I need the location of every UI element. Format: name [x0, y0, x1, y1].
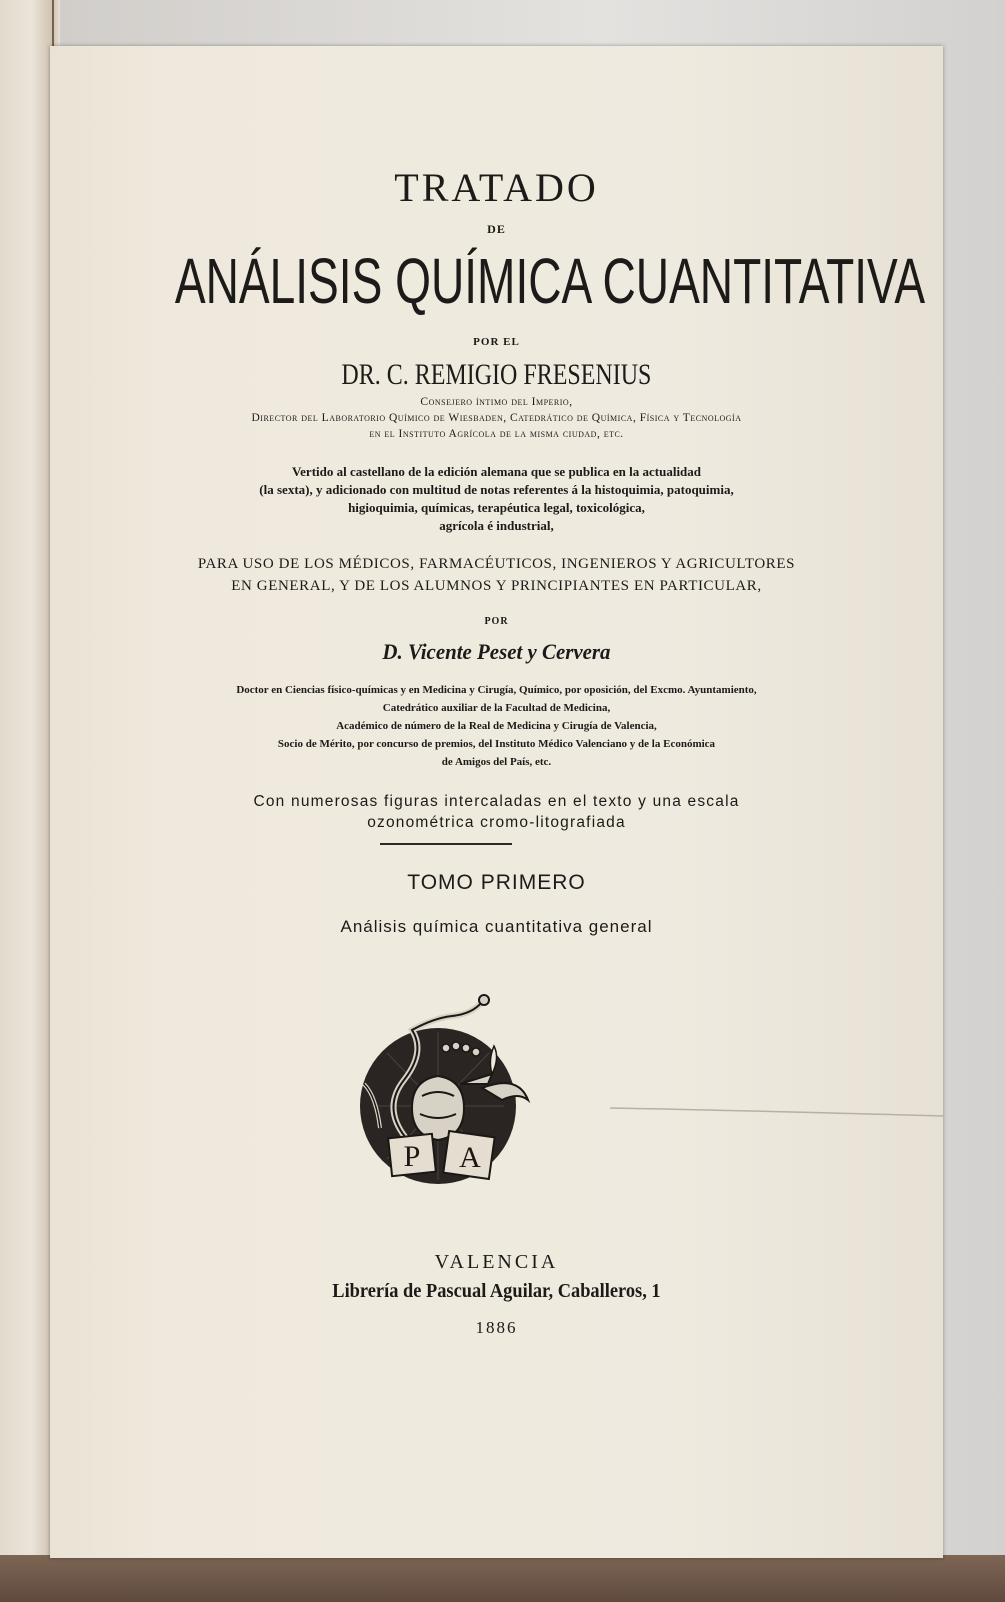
- imprint-year: 1886: [475, 1318, 518, 1337]
- translator-credential-line: Académico de número de la Real de Medicina y Cirugía de Valencia,: [336, 720, 657, 732]
- intended-use-line: PARA USO DE LOS MÉDICOS, FARMACÉUTICOS, INGENIEROS Y AGRICULTORES: [197, 556, 796, 572]
- svg-text:A: A: [459, 1141, 481, 1174]
- divider-rule: [380, 843, 512, 845]
- imprint-city: VALENCIA: [434, 1251, 559, 1273]
- emblem-letter-p: [388, 1134, 436, 1176]
- author-credential-line: Director del Laboratorio Químico de Wiesbaden, Catedrático de Química, Física y Tecnología: [251, 412, 742, 424]
- volume-title: TOMO PRIMERO: [407, 871, 586, 894]
- intended-use-line: EN GENERAL, Y DE LOS ALUMNOS Y PRINCIPIANTES EN PARTICULAR,: [231, 578, 762, 594]
- publisher-emblem-icon: [342, 988, 542, 1196]
- author-credential-line: Consejero íntimo del Imperio,: [420, 396, 573, 408]
- translation-note-line: (la sexta), y adicionado con multitud de notas referentes á la histoquimia, patoquimia,: [259, 482, 734, 497]
- figures-note-line: Con numerosas figuras intercaladas en el texto y una escala: [253, 793, 740, 810]
- translator-credential-line: Socio de Mérito, por concurso de premios, del Instituto Médico Valenciano y de la Económica: [277, 738, 716, 750]
- imprint-publisher: Librería de Pascual Aguilar, Caballeros, 1: [332, 1280, 661, 1302]
- author-name: DR. C. REMIGIO FRESENIUS: [341, 358, 652, 391]
- page-crease-mark: [610, 1106, 943, 1118]
- title-line-tratado: TRATADO: [394, 165, 599, 210]
- por-el-label: POR EL: [473, 336, 520, 348]
- emblem-letter-a: [443, 1131, 494, 1179]
- author-credential-line: en el Instituto Agrícola de la misma ciudad, etc.: [369, 428, 624, 440]
- translator-credential-line: de Amigos del País, etc.: [441, 756, 552, 768]
- book-bottom-edge: [0, 1555, 1005, 1602]
- translator-name: D. Vicente Peset y Cervera: [382, 639, 611, 664]
- translation-note-line: higioquimia, químicas, terapéutica legal, toxicológica,: [348, 500, 645, 515]
- title-line-de: DE: [487, 222, 506, 236]
- translator-credential-line: Doctor en Ciencias físico-químicas y en Medicina y Cirugía, Químico, por oposición, del Excmo. Ayuntamiento,: [236, 684, 757, 696]
- volume-subtitle: Análisis química cuantitativa general: [340, 917, 653, 936]
- main-title: ANÁLISIS QUÍMICA CUANTITATIVA: [174, 245, 926, 317]
- translation-note-line: Vertido al castellano de la edición alemana que se publica en la actualidad: [291, 464, 702, 479]
- svg-text:P: P: [403, 1140, 421, 1173]
- por-label: POR: [484, 616, 509, 627]
- left-page-edge: [0, 0, 54, 1602]
- translation-note-line: agrícola é industrial,: [439, 518, 554, 533]
- figures-note-line: ozonométrica cromo-litografiada: [367, 814, 626, 831]
- translator-credential-line: Catedrático auxiliar de la Facultad de Medicina,: [382, 702, 611, 714]
- title-page: [50, 46, 943, 1558]
